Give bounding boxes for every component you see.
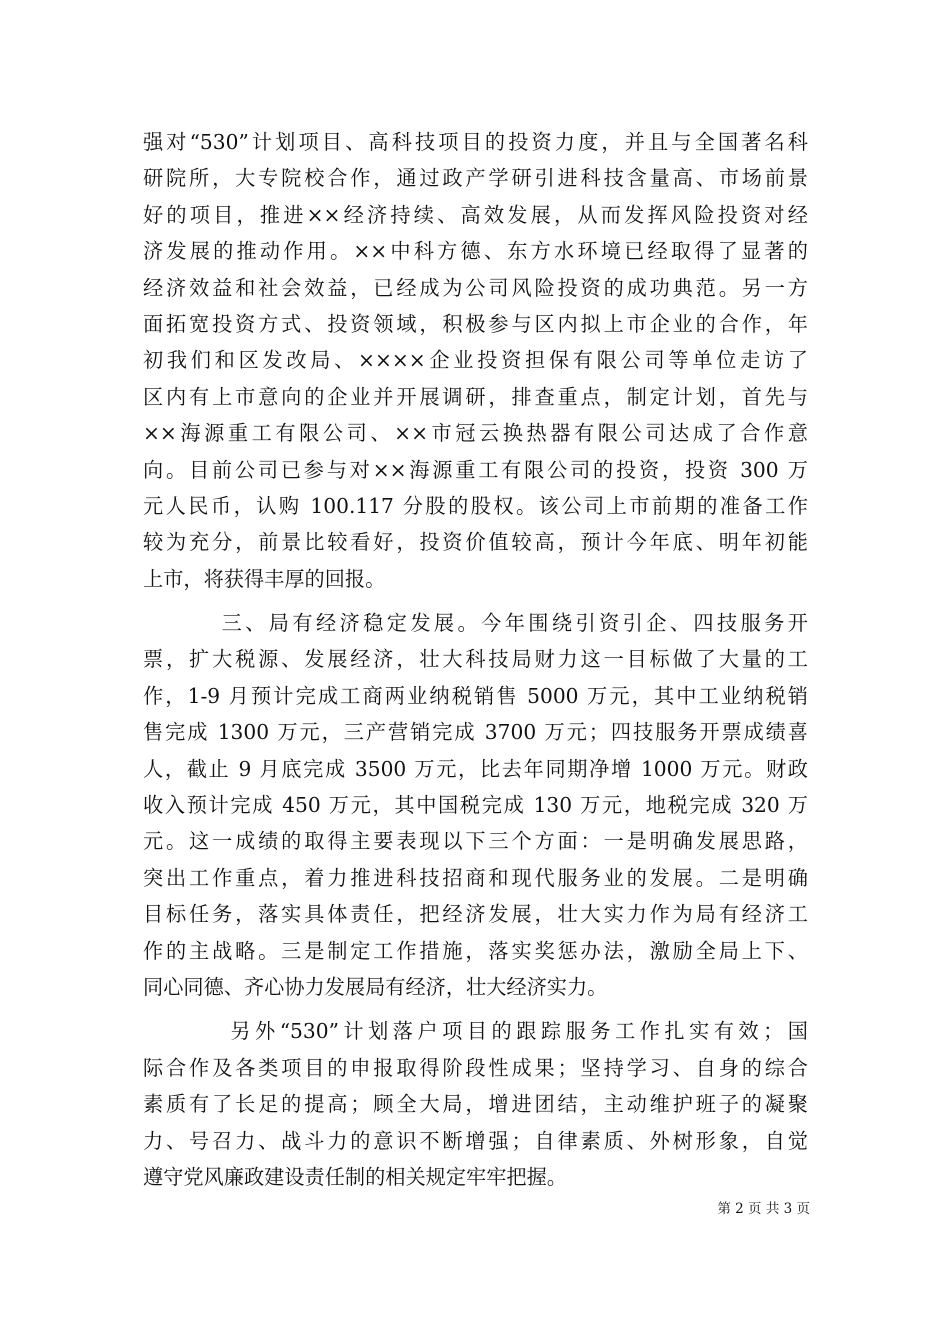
text-line: ××海源重工有限公司、××市冠云换热器有限公司达成了合作意	[143, 421, 808, 446]
paragraph-economy	[143, 605, 808, 1005]
text-line: 好的项目，推进××经济持续、高效发展，从而发挥风险投资对经	[143, 202, 808, 227]
text-line: 素质有了长足的提高；顾全大局，增进团结，主动维护班子的凝聚	[143, 1092, 808, 1117]
text-line: 较为充分，前景比较看好，投资价值较高，预计今年底、明年初能	[143, 530, 808, 555]
text-line: 元。这一成绩的取得主要表现以下三个方面：一是明确发展思路，	[143, 829, 808, 854]
text-line: 面拓宽投资方式、投资领域，积极参与区内拟上市企业的合作，年	[143, 311, 808, 336]
text-line: 强对“530”计划项目、高科技项目的投资力度，并且与全国著名科	[143, 130, 808, 154]
text-line: 收入预计完成 450 万元，其中国税完成 130 万元，地税完成 320 万	[143, 793, 808, 818]
text-line: 初我们和区发改局、××××企业投资担保有限公司等单位走访了	[143, 348, 808, 373]
text-line: 区内有上市意向的企业并开展调研，排查重点，制定计划，首先与	[143, 384, 808, 409]
text-line: 票，扩大税源、发展经济，壮大科技局财力这一目标做了大量的工	[143, 647, 808, 672]
text-line: 作，1-9 月预计完成工商两业纳税销售 5000 万元，其中工业纳税销	[143, 683, 808, 708]
text-line: 突出工作重点，着力推进科技招商和现代服务业的发展。二是明确	[143, 865, 808, 890]
text-line: 元人民币，认购 100.117 分股的股权。该公司上市前期的准备工作	[143, 493, 808, 518]
text-line: 经济效益和社会效益，已经成为公司风险投资的成功典范。另一方	[143, 275, 808, 300]
document-body	[143, 124, 808, 1195]
text-line: 售完成 1300 万元，三产营销完成 3700 万元；四技服务开票成绩喜	[143, 720, 808, 745]
text-line: 作的主战略。三是制定工作措施，落实奖惩办法，激励全局上下、	[143, 938, 808, 963]
text-line: 目标任务，落实具体责任，把经济发展，壮大实力作为局有经济工	[143, 902, 808, 927]
text-line: 际合作及各类项目的申报取得阶段性成果；坚持学习、自身的综合	[143, 1055, 808, 1080]
text-line: 人，截止 9 月底完成 3500 万元，比去年同期净增 1000 万元。财政	[143, 756, 808, 781]
text-line: 上市，将获得丰厚的回报。	[143, 566, 386, 591]
paragraph-gap	[143, 1005, 808, 1013]
text-line: 济发展的推动作用。××中科方德、东方水环境已经取得了显著的	[143, 239, 808, 264]
text-line: 遵守党风廉政建设责任制的相关规定牢牢把握。	[143, 1164, 567, 1189]
paragraph-other	[143, 1013, 808, 1195]
text-line: 另外“530”计划落户项目的跟踪服务工作扎实有效；国	[143, 1019, 808, 1044]
text-line: 同心同德、齐心协力发展局有经济，壮大经济实力。	[143, 974, 608, 999]
paragraph-investment	[143, 124, 808, 597]
paragraph-gap	[143, 597, 808, 605]
text-line: 研院所，大专院校合作，通过政产学研引进科技含量高、市场前景	[143, 166, 808, 191]
page-number: 第 2 页 共 3 页	[717, 1201, 810, 1217]
text-line: 向。目前公司已参与对××海源重工有限公司的投资，投资 300 万	[143, 457, 808, 482]
text-line: 力、号召力、战斗力的意识不断增强；自律素质、外树形象，自觉	[143, 1128, 808, 1153]
text-line: 三、局有经济稳定发展。今年围绕引资引企、四技服务开	[143, 611, 808, 636]
